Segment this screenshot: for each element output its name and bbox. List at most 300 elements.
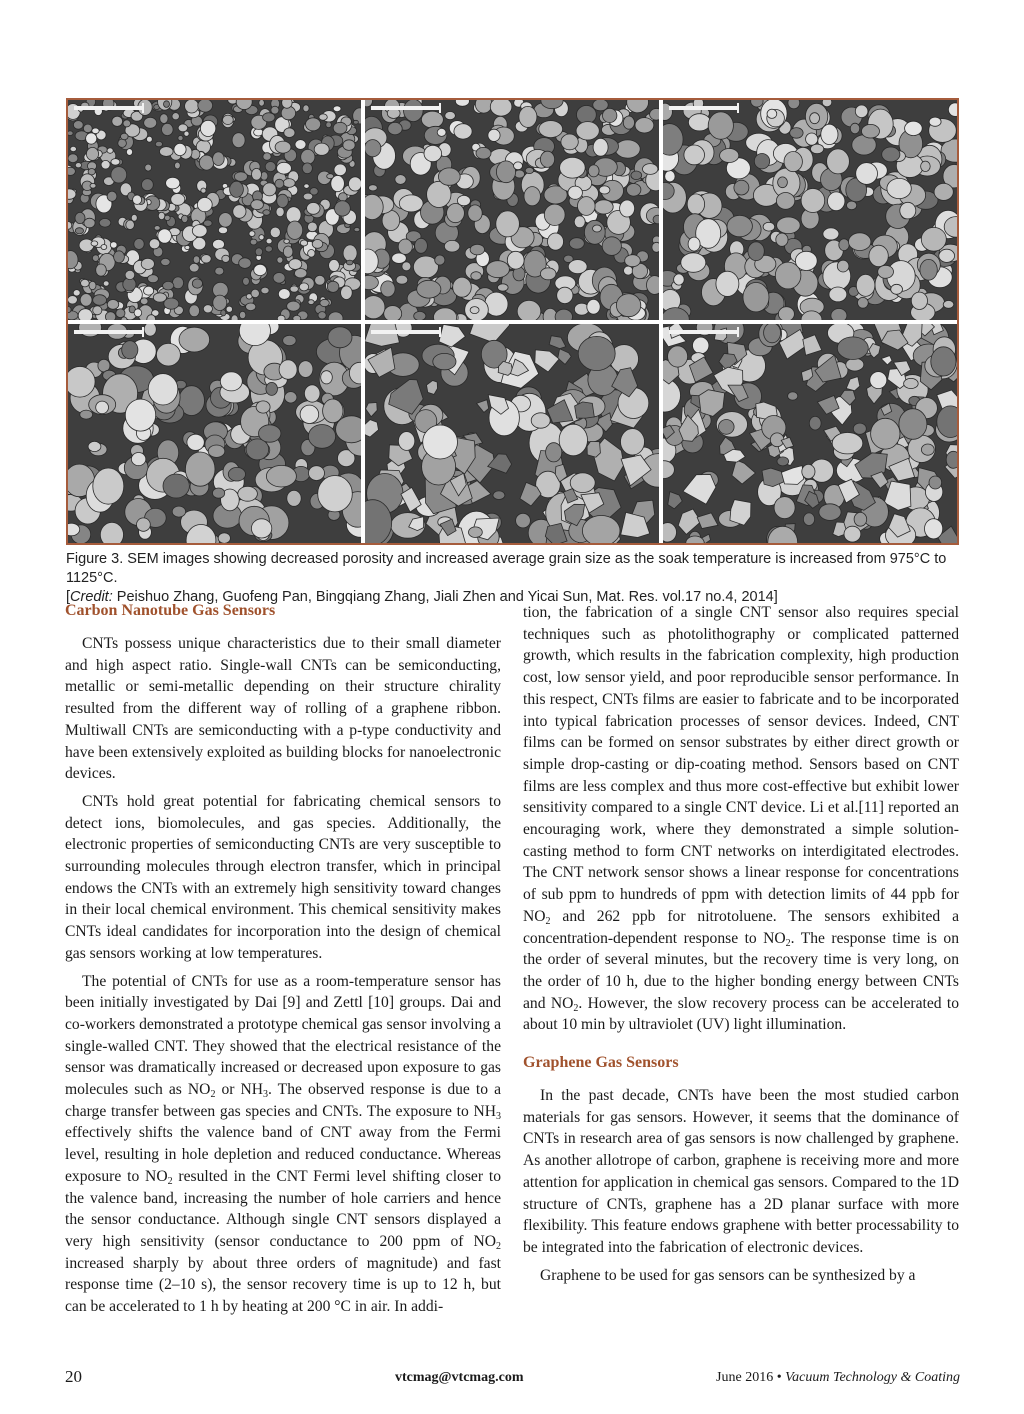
sem-grain (134, 309, 142, 317)
sem-grain (174, 143, 186, 155)
sem-grain (68, 523, 80, 536)
sem-grain (178, 124, 188, 132)
sem-grain (544, 204, 565, 225)
sem-grain (593, 138, 608, 156)
sem-grain (163, 474, 189, 498)
sem-grain (314, 143, 329, 155)
sem-grain (603, 108, 617, 122)
sem-grain (307, 203, 320, 215)
sem-grain (931, 347, 956, 376)
sem-grain (68, 131, 73, 136)
sem-grain (187, 434, 204, 450)
sem-grain (688, 237, 700, 251)
sem-grain (141, 258, 154, 269)
sem-grain (93, 468, 124, 504)
sem-grain (182, 215, 188, 222)
sem-grain (447, 204, 465, 223)
sem-grain (831, 309, 847, 321)
sem-grain (84, 218, 95, 228)
sem-grain (107, 191, 117, 201)
paragraph: CNTs possess unique characteristics due to their small diameter and high aspect ratio. Single-wall CNTs can be semiconducting, metallic or semi-metallic depending on their structure chirality resulted from the different way of rolling of a graphene ribbon. Multiwall CNTs are semiconducting with a p-type conductivity and have been extensively exploited as building blocks for nanoelectronic devices. (65, 635, 501, 783)
caption-credit-text: Peishuo Zhang, Guofeng Pan, Bingqiang Zhang, Jiali Zhen and Yicai Sun, Mat. Res. vol.17 no.4, 2014] (112, 589, 778, 605)
sem-grain (810, 113, 820, 124)
sem-grain (854, 512, 867, 526)
sem-grain (228, 467, 245, 481)
sem-grain (395, 175, 406, 185)
sem-grain (576, 122, 599, 140)
sem-grain (295, 140, 306, 150)
sem-grain (708, 112, 733, 139)
sem-grain (778, 177, 788, 188)
sem-grain (855, 105, 868, 118)
sem-grain (306, 118, 321, 131)
sem-grain (748, 242, 764, 261)
sem-grain (263, 183, 277, 196)
sem-grain (365, 324, 399, 346)
sem-grain (96, 401, 109, 414)
sem-grain (89, 281, 96, 289)
sem-grain (80, 294, 92, 307)
sem-grain (68, 167, 75, 175)
sem-grain (381, 281, 395, 297)
sem-grain (327, 281, 339, 292)
sem-grain (490, 100, 512, 116)
sem-grain (131, 214, 137, 221)
sem-grain (878, 265, 894, 278)
sem-grain (398, 432, 414, 451)
sem-grain (802, 464, 815, 478)
sem-grain (743, 283, 769, 312)
sem-grain (862, 124, 880, 138)
sem-grain (161, 258, 170, 265)
sem-grain (112, 116, 123, 126)
sem-grain (259, 100, 265, 106)
sem-image-panel-1 (68, 100, 361, 320)
sem-grain (570, 473, 595, 493)
sem-grain (287, 221, 303, 239)
sem-grain (107, 300, 119, 310)
sem-grain (365, 296, 385, 319)
sem-grain (687, 194, 704, 215)
sem-grain (266, 382, 278, 395)
sem-grain (776, 233, 788, 246)
sem-grain (298, 361, 313, 378)
sem-grain (882, 147, 900, 162)
sem-grain (125, 399, 155, 431)
sem-grain (93, 306, 102, 315)
sem-grain (803, 513, 814, 526)
sem-grain (665, 171, 675, 182)
sem-grain (871, 418, 900, 449)
sem-grain (283, 335, 296, 345)
sem-grain (921, 444, 934, 455)
sem-grain (822, 100, 832, 107)
sem-grain (246, 303, 256, 311)
sem-grain (251, 519, 271, 538)
sem-grain (189, 305, 200, 317)
sem-grain (498, 284, 509, 291)
sem-grain (631, 171, 642, 180)
sem-grain (193, 256, 200, 264)
sem-grain (827, 149, 850, 174)
sem-grain (437, 128, 446, 136)
sem-grain (96, 264, 107, 276)
sem-grain (727, 215, 752, 236)
sem-grain (192, 279, 202, 288)
sem-grain (776, 193, 794, 210)
sem-grain (559, 424, 587, 456)
sem-grain (643, 164, 658, 175)
sem-grain (121, 133, 129, 140)
sem-grain (496, 161, 515, 183)
sem-grain (287, 301, 300, 311)
sem-grain (899, 409, 927, 440)
sem-grain (88, 169, 95, 175)
sem-grain (624, 266, 633, 275)
sem-grain (415, 238, 428, 253)
sem-grain (384, 306, 402, 320)
sem-grain (123, 120, 131, 127)
sem-grain (86, 147, 98, 160)
sem-grain (75, 228, 83, 234)
sem-grain (369, 185, 378, 191)
sem-grain (131, 453, 145, 466)
sem-grain (341, 286, 353, 300)
sem-grain (172, 506, 185, 517)
sem-grain (777, 217, 801, 234)
sem-grain (263, 210, 270, 216)
sem-grain (763, 222, 775, 231)
page-footer (65, 1369, 960, 1389)
sem-grain (251, 200, 264, 210)
sem-grain (230, 181, 244, 197)
sem-grain (125, 270, 135, 279)
sem-grain (233, 205, 246, 219)
sem-grain (946, 451, 957, 468)
sem-grain (333, 106, 341, 112)
sem-grain (891, 284, 903, 294)
sem-grain (309, 466, 325, 481)
sem-grain (263, 153, 271, 161)
sem-grain (148, 374, 178, 405)
sem-grain (284, 128, 295, 138)
sem-grain (856, 274, 875, 296)
sem-grain (557, 287, 573, 303)
sem-grain (238, 486, 258, 501)
sem-grain (252, 168, 262, 180)
sem-grain (254, 264, 267, 275)
sem-grain (273, 273, 285, 284)
sem-grain (315, 275, 325, 285)
sem-grain (250, 239, 257, 245)
sem-grain (122, 341, 138, 359)
sem-grain (105, 312, 115, 320)
sem-grain (354, 228, 360, 232)
sem-grain (213, 295, 227, 310)
sem-grain (289, 259, 302, 270)
sem-grain (623, 116, 634, 129)
sem-grain (594, 200, 613, 214)
figure-3 (66, 98, 959, 545)
sem-grain (303, 105, 309, 112)
sem-grain (493, 491, 505, 500)
sem-grain (870, 372, 887, 389)
sem-grain (185, 246, 190, 250)
sem-grain (88, 441, 101, 451)
section-heading-graphene: Graphene Gas Sensors (523, 1054, 679, 1072)
sem-grain (158, 212, 165, 219)
sem-grain (239, 258, 251, 269)
sem-grain (83, 124, 92, 133)
sem-grain (148, 275, 159, 283)
sem-grain (200, 120, 215, 136)
sem-grain (73, 121, 83, 130)
sem-grain (299, 283, 308, 291)
sem-grain (155, 141, 162, 146)
sem-grain (232, 133, 245, 148)
sem-grain (582, 516, 620, 544)
sem-grain (844, 526, 861, 542)
sem-grain (574, 216, 585, 228)
sem-grain (90, 183, 96, 188)
sem-grain (829, 287, 847, 302)
sem-image-panel-3 (663, 100, 957, 320)
sem-grain (821, 124, 838, 144)
sem-grain (308, 425, 335, 449)
sem-grain (343, 245, 357, 262)
sem-grain (470, 244, 484, 255)
sem-grain (561, 134, 578, 150)
sem-grain (850, 123, 859, 134)
sem-grain (279, 360, 297, 379)
scale-bar (371, 330, 441, 334)
sem-grain (719, 420, 735, 435)
sem-grain (178, 136, 183, 141)
sem-grain (270, 227, 280, 238)
sem-grain (795, 251, 817, 270)
sem-grain (335, 201, 351, 216)
sem-grain (454, 124, 472, 139)
sem-grain (101, 160, 110, 169)
sem-grain (323, 399, 343, 423)
sem-grain (265, 246, 272, 252)
sem-grain (417, 280, 441, 298)
sem-grain (78, 309, 92, 320)
sem-grain (438, 168, 460, 185)
sem-grain (255, 248, 262, 256)
sem-grain (849, 233, 871, 251)
sem-grain (271, 106, 279, 114)
sem-grain (256, 401, 270, 413)
sem-grain (304, 385, 320, 402)
sem-grain (615, 140, 640, 158)
sem-grain (716, 271, 739, 296)
sem-grain (837, 260, 849, 272)
sem-grain (486, 261, 509, 278)
sem-grain (635, 118, 654, 133)
sem-grain (300, 240, 307, 246)
sem-grain (114, 251, 125, 263)
section-heading-cnt: Carbon Nanotube Gas Sensors (65, 602, 276, 619)
sem-grain (287, 490, 301, 506)
sem-grain (525, 167, 533, 173)
sem-grain (684, 145, 705, 165)
sem-grain (251, 289, 259, 297)
sem-grain (239, 311, 245, 318)
sem-grain (218, 227, 227, 234)
sem-grain (806, 133, 818, 145)
sem-grain (144, 324, 156, 336)
sem-grain (587, 299, 600, 314)
sem-grain (162, 123, 174, 135)
sem-grain (905, 121, 923, 135)
sem-grain (517, 300, 541, 320)
sem-grain (219, 213, 233, 228)
sem-grain (333, 122, 347, 134)
sem-grain (144, 286, 154, 295)
sem-grain (693, 337, 709, 354)
sem-grain (625, 255, 641, 267)
sem-grain (166, 177, 180, 189)
sem-grain (266, 238, 272, 243)
sem-grain (80, 410, 93, 419)
sem-grain (475, 100, 492, 113)
sem-image-panel-2 (365, 100, 659, 320)
sem-grain (575, 402, 595, 418)
sem-grain (231, 315, 238, 320)
sem-grain (302, 163, 312, 174)
sem-grain (445, 112, 456, 120)
sem-grain (92, 255, 99, 262)
sem-grain (91, 241, 98, 246)
sem-grain (172, 113, 179, 120)
sem-grain (160, 147, 174, 157)
sem-grain (312, 240, 323, 249)
sem-grain (488, 129, 500, 141)
sem-grain (221, 310, 226, 316)
sem-grain (339, 193, 348, 202)
page-number: 20 (65, 1367, 82, 1386)
sem-grain (788, 100, 800, 109)
sem-grain (163, 281, 174, 290)
sem-grain (531, 413, 550, 428)
sem-grain (290, 286, 298, 292)
sem-grain (568, 186, 582, 199)
sem-grain (681, 253, 706, 272)
sem-grain (308, 300, 314, 305)
sem-grain (68, 222, 72, 230)
sem-grain (539, 121, 563, 138)
sem-grain (540, 151, 554, 167)
scale-bar (371, 106, 441, 110)
sem-grain (904, 378, 919, 388)
sem-grain (277, 194, 289, 207)
sem-grain (433, 353, 456, 369)
paragraph: tion, the fabrication of a single CNT sensor also requires special techniques such as photolithography or complicated patterned growth, which results in the fabrication complexity, high production cost, low sensor yield, and poor reproducible sensor performance. In this respect, CNTs films are easier to fabricate and to be incorporated into typical fabrication processes of sensor devices. Indeed, CNT films can be formed on sensor substrates by either direct growth or simple drop-casting or dip-coating method. Sensors based on CNT films are less complex and thus more cost-effective but exhibit lower sensitivity compared to a single CNT device. Li et al.[11] reported an encouraging work, where they demonstrated a simple solution-casting method to form CNT networks on interdigitated electrodes. The CNT network sensor shows a linear response for concentrations of sub ppm to hundreds of ppm with detection limits of 44 ppb for $NO_2$ and 262 ppb for nitrotoluene. The sensors exhibited a concentration-dependent response to $NO_2$. The response time is on the order of several minutes, but the recovery time is very long, on the order of 10 h, due to the higher bonding energy between CNTs and $NO_2$. However, the slow recovery process can be accelerated to about 10 min by ultraviolet (UV) light illumination. (523, 604, 960, 1034)
sem-grain (111, 159, 120, 166)
left-column (65, 600, 501, 1318)
sem-grain (343, 140, 355, 151)
sem-grain (75, 163, 81, 168)
sem-grain (203, 305, 212, 313)
sem-image-panel-5 (365, 324, 659, 543)
sem-grain (469, 527, 483, 538)
sem-grain (365, 194, 383, 219)
sem-grain (900, 202, 916, 219)
sem-grain (468, 205, 482, 221)
sem-grain (68, 296, 77, 304)
sem-grain (142, 179, 154, 191)
sem-grain (720, 149, 739, 163)
sem-grain (754, 154, 769, 169)
sem-grain (68, 154, 78, 163)
sem-grain (588, 165, 599, 177)
sem-grain (259, 235, 264, 240)
sem-grain (396, 275, 408, 284)
sem-grain (223, 115, 234, 124)
sem-grain (199, 155, 213, 170)
sem-grain (346, 260, 353, 265)
sem-grain (593, 225, 602, 232)
sem-grain (92, 128, 99, 134)
sem-grain (444, 240, 459, 252)
sem-grain (145, 164, 152, 171)
sem-grain (524, 187, 540, 206)
sem-grain (869, 245, 888, 266)
paragraph: CNTs hold great potential for fabricating chemical sensors to detect ions, biomolecules, and gas species. Additionally, the electronic properties of semiconducting CNTs are very susceptible to surrounding molecules through electron transfer, which in principal endows the CNTs with an extremely high sensitivity toward changes in their local chemical environment. This chemical sensitivity makes CNTs ideal candidates for incorporation into the design of chemical gas sensors working at low temperatures. (65, 792, 501, 962)
sem-grain (137, 518, 151, 531)
figure-caption: Figure 3. SEM images showing decreased porosity and increased average grain size as the soak temperature is increased from 975°C to 1125°C. [Credit: Peishuo Zhang, Guofeng Pan, Bingqiang Zhang, Jiali Zhen and Yicai Sun, Mat. Res. vol.17 no.4, 2014] (66, 551, 947, 605)
sem-grain (265, 162, 276, 172)
sem-grain (144, 117, 157, 128)
sem-grain (856, 163, 878, 185)
sem-grain (920, 259, 937, 280)
sem-grain (811, 144, 824, 154)
sem-grain (300, 405, 319, 423)
sem-grain (602, 237, 621, 256)
sem-grain (476, 147, 491, 159)
sem-grain (560, 157, 586, 178)
sem-grain (266, 465, 296, 487)
sem-grain (185, 452, 215, 486)
right-column (523, 602, 959, 1286)
sem-grain (116, 309, 125, 318)
sem-grain (514, 162, 523, 170)
sem-grain (767, 109, 777, 118)
sem-image-panel-6 (663, 324, 957, 543)
sem-grain (147, 136, 153, 142)
sem-grain (156, 343, 180, 366)
sem-grain (832, 433, 863, 454)
sem-grain (171, 194, 185, 206)
sem-grain (197, 198, 212, 212)
sem-grain (326, 122, 332, 128)
sem-grain (189, 263, 199, 272)
sem-grain (164, 298, 179, 309)
sem-grain (283, 179, 295, 188)
sem-grain (778, 307, 794, 320)
sem-grain (277, 162, 292, 174)
sem-grain (349, 177, 362, 191)
sem-grain (847, 201, 857, 210)
sem-grain (140, 298, 148, 305)
sem-grain (93, 295, 107, 306)
sem-grain (329, 260, 340, 272)
sem-grain (179, 327, 210, 352)
sem-grain (154, 226, 160, 231)
sem-grain (668, 346, 688, 367)
sem-grain (147, 315, 156, 320)
